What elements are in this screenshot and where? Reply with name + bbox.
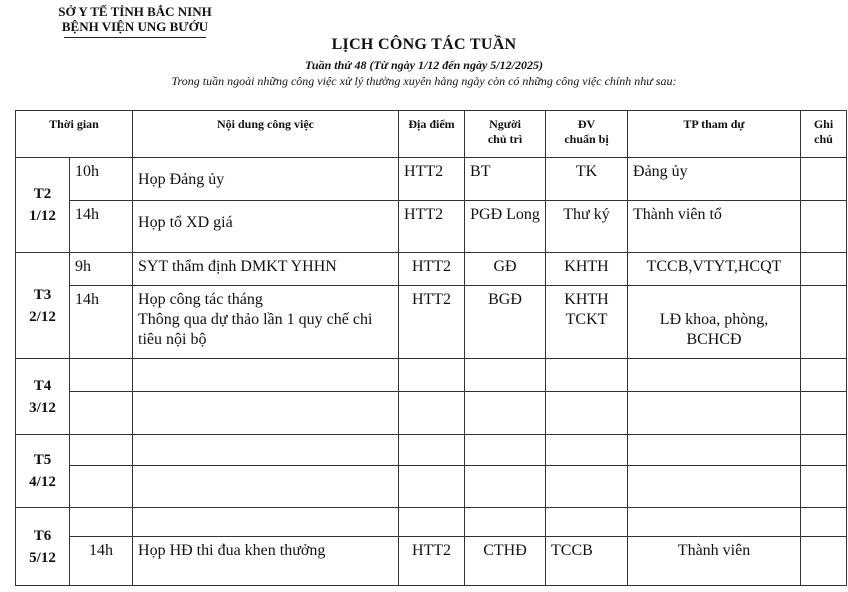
notes-cell (801, 158, 847, 201)
org-line-2: BỆNH VIỆN UNG BƯỚU (61, 19, 209, 34)
time-cell: 14h (70, 201, 133, 253)
col-header-host: Người chủ trì (465, 111, 546, 158)
table-row (16, 286, 847, 359)
host-cell: BT (465, 158, 546, 201)
content-cell: Họp HĐ thi đua khen thưởng (133, 537, 399, 586)
table-row (16, 537, 847, 586)
location-cell: HTT2 (399, 158, 465, 201)
day-cell-t2: T2 1/12 (16, 158, 70, 253)
location-cell: HTT2 (399, 286, 465, 359)
page-title: LỊCH CÔNG TÁC TUẦN (331, 36, 517, 53)
attendees-cell: Thành viên tổ (628, 201, 801, 253)
table-row (16, 392, 847, 435)
notes-cell (801, 286, 847, 359)
host-cell: PGĐ Long (465, 201, 546, 253)
prep-cell: TK (546, 158, 628, 201)
attendees-cell: LĐ khoa, phòng, BCHCĐ (628, 286, 801, 359)
location-cell: HTT2 (399, 201, 465, 253)
organization-header (30, 4, 240, 38)
time-cell: 10h (70, 158, 133, 201)
host-cell: BGĐ (465, 286, 546, 359)
host-cell: CTHĐ (465, 537, 546, 586)
content-cell: Họp công tác tháng Thông qua dự thảo lần 1 quy chế chi tiêu nội bộ (133, 286, 399, 359)
table-row (16, 158, 847, 201)
notes-cell (801, 201, 847, 253)
schedule-table (15, 110, 847, 586)
attendees-cell: Đảng ủy (628, 158, 801, 201)
content-cell: Họp Đảng ủy (133, 158, 399, 201)
col-header-prep: ĐV chuẩn bị (546, 111, 628, 158)
content-cell: Họp tổ XD giá (133, 201, 399, 253)
time-cell: 14h (70, 537, 133, 586)
intro-note: Trong tuần ngoài những công việc xử lý thường xuyên hàng ngày còn có những công việc chính như sau: (171, 74, 677, 88)
week-subtitle: Tuần thứ 48 (Từ ngày 1/12 đến ngày 5/12/2025) (305, 58, 543, 72)
time-cell: 9h (70, 253, 133, 286)
location-cell: HTT2 (399, 253, 465, 286)
col-header-attendees: TP tham dự (628, 111, 801, 158)
attendees-cell: Thành viên (628, 537, 801, 586)
prep-cell: KHTH TCKT (546, 286, 628, 359)
location-cell: HTT2 (399, 537, 465, 586)
content-cell: SYT thẩm định DMKT YHHN (133, 253, 399, 286)
org-line-1: SỞ Y TẾ TỈNH BẮC NINH (58, 4, 212, 19)
prep-cell: KHTH (546, 253, 628, 286)
day-cell-t3: T3 2/12 (16, 253, 70, 359)
time-cell: 14h (70, 286, 133, 359)
table-row (16, 508, 847, 537)
notes-cell (801, 537, 847, 586)
col-header-notes: Ghi chú (801, 111, 847, 158)
col-header-content: Nội dung công việc (133, 111, 399, 158)
col-header-time: Thời gian (16, 111, 133, 158)
host-cell: GĐ (465, 253, 546, 286)
table-row (16, 253, 847, 286)
attendees-cell: TCCB,VTYT,HCQT (628, 253, 801, 286)
day-cell-t6: T6 5/12 (16, 508, 70, 586)
table-row (16, 435, 847, 466)
table-row (16, 201, 847, 253)
table-row (16, 359, 847, 392)
table-header-row (16, 111, 847, 158)
day-cell-t4: T4 3/12 (16, 359, 70, 435)
day-cell-t5: T5 4/12 (16, 435, 70, 508)
col-header-location: Địa điểm (399, 111, 465, 158)
prep-cell: TCCB (546, 537, 628, 586)
table-row (16, 466, 847, 508)
notes-cell (801, 253, 847, 286)
prep-cell: Thư ký (546, 201, 628, 253)
